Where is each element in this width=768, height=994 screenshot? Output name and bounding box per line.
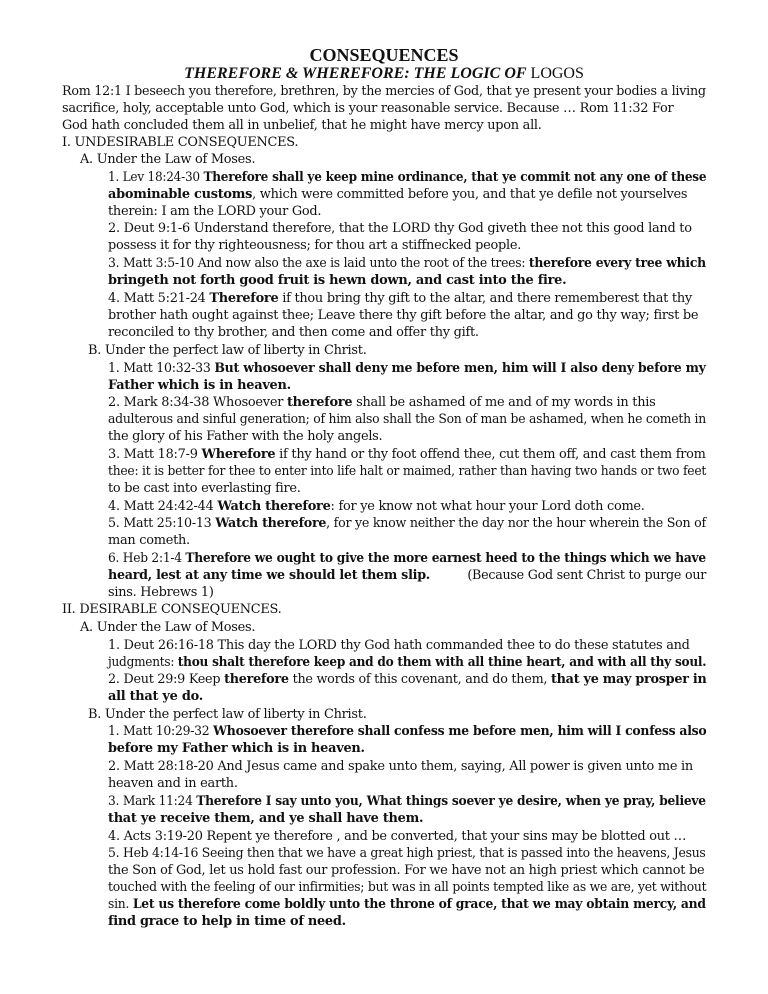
list-item-line: 5. Matt 25:10-13 Watch therefore, for ye know neither the day nor the hour wherein the Son of xyxy=(108,516,706,531)
list-item-line: judgments: thou shalt therefore keep and do them with all thine heart, and with all thy soul. xyxy=(108,655,707,670)
document-title: CONSEQUENCES xyxy=(309,45,459,65)
list-item-line: 4. Acts 3:19-20 Repent ye therefore , and be converted, that your sins may be blotted out … xyxy=(108,829,687,844)
subsection-heading: A. Under the Law of Moses. xyxy=(80,620,256,635)
list-item-line: 2. Deut 9:1-6 Understand therefore, that the LORD thy God giveth thee not this good land to xyxy=(108,221,692,236)
list-item-line: sins. Hebrews 1) xyxy=(108,585,214,600)
list-item-line: touched with the feeling of our infirmities; but was in all points tempted like as we are, yet without xyxy=(108,880,707,895)
list-item-line: 3. Matt 3:5-10 And now also the axe is laid unto the root of the trees: therefore every tree which xyxy=(108,256,706,271)
list-item-line: 6. Heb 2:1-4 Therefore we ought to give the more earnest heed to the things which we have xyxy=(108,551,706,566)
section-heading: I. UNDESIRABLE CONSEQUENCES. xyxy=(62,135,299,150)
list-item-line: thee: it is better for thee to enter into life halt or maimed, rather than having two hands or two feet xyxy=(108,464,707,479)
intro-line: Rom 12:1 I beseech you therefore, brethren, by the mercies of God, that ye present your bodies a living xyxy=(62,84,706,99)
list-item-line: 1. Deut 26:16-18 This day the LORD thy God hath commanded thee to do these statutes and xyxy=(108,638,690,653)
list-item-line: 4. Matt 24:42-44 Watch therefore: for ye know not what hour your Lord doth come. xyxy=(108,499,645,514)
list-item-line: bringeth not forth good fruit is hewn down, and cast into the fire. xyxy=(108,273,567,288)
list-item-line: man cometh. xyxy=(108,533,190,548)
section-heading: II. DESIRABLE CONSEQUENCES. xyxy=(62,602,282,617)
list-item-line: to be cast into everlasting fire. xyxy=(108,481,301,496)
list-item-line: before my Father which is in heaven. xyxy=(108,741,365,756)
list-item-line: 4. Matt 5:21-24 Therefore if thou bring thy gift to the altar, and there rememberest that thy xyxy=(108,291,692,306)
subsection-heading: B. Under the perfect law of liberty in Christ. xyxy=(88,343,367,358)
list-item-line: 5. Heb 4:14-16 Seeing then that we have a great high priest, that is passed into the heavens, Jesus xyxy=(108,846,706,861)
intro-line: sacrifice, holy, acceptable unto God, which is your reasonable service. Because … Rom 11:32 For xyxy=(62,101,674,116)
list-item-line: 3. Matt 18:7-9 Wherefore if thy hand or thy foot offend thee, cut them off, and cast them from xyxy=(108,447,706,462)
list-item-line: adulterous and sinful generation; of him also shall the Son of man be ashamed, when he cometh in xyxy=(108,412,707,427)
list-item-line: abominable customs, which were committed before you, and that ye defile not yourselves xyxy=(108,187,688,202)
list-item-line: find grace to help in time of need. xyxy=(108,914,346,929)
subsection-heading: B. Under the perfect law of liberty in Christ. xyxy=(88,707,367,722)
list-item-line: 3. Mark 11:24 Therefore I say unto you, What things soever ye desire, when ye pray, believe xyxy=(108,794,706,809)
list-item-line: all that ye do. xyxy=(108,689,203,704)
list-item-line: 2. Deut 29:9 Keep therefore the words of this covenant, and do them, that ye may prosper in xyxy=(108,672,707,687)
list-item-line: possess it for thy righteousness; for thou art a stiffnecked people. xyxy=(108,238,522,253)
subtitle-logos: LOGOS xyxy=(530,65,584,82)
subtitle-italic: THEREFORE & WHEREFORE: THE LOGIC OF xyxy=(184,65,527,82)
list-item-line: therein: I am the LORD your God. xyxy=(108,204,322,219)
document-subtitle xyxy=(0,65,768,83)
list-item-line: Father which is in heaven. xyxy=(108,378,291,393)
list-item-line: 1. Matt 10:32-33 But whosoever shall deny me before men, him will I also deny before my xyxy=(108,361,706,376)
list-item-line: heard, lest at any time we should let them slip. (Because God sent Christ to purge our xyxy=(108,568,707,583)
intro-line: God hath concluded them all in unbelief, that he might have mercy upon all. xyxy=(62,118,542,133)
list-item-line: the glory of his Father with the holy angels. xyxy=(108,429,383,444)
list-item-line: heaven and in earth. xyxy=(108,776,238,791)
list-item-line: brother hath ought against thee; Leave there thy gift before the altar, and go thy way; first be xyxy=(108,308,699,323)
list-item-line: 2. Matt 28:18-20 And Jesus came and spake unto them, saying, All power is given unto me in xyxy=(108,759,693,774)
list-item-line: 1. Lev 18:24-30 Therefore shall ye keep mine ordinance, that ye commit not any one of these xyxy=(108,170,707,185)
list-item-line: the Son of God, let us hold fast our profession. For we have not an high priest which cannot be xyxy=(108,863,705,878)
subsection-heading: A. Under the Law of Moses. xyxy=(80,152,256,167)
list-item-line: 2. Mark 8:34-38 Whosoever therefore shall be ashamed of me and of my words in this xyxy=(108,395,656,410)
list-item-line: sin. Let us therefore come boldly unto the throne of grace, that we may obtain mercy, and xyxy=(108,897,706,912)
list-item-line: reconciled to thy brother, and then come and offer thy gift. xyxy=(108,325,479,340)
list-item-line: 1. Matt 10:29-32 Whosoever therefore shall confess me before men, him will I confess also xyxy=(108,724,707,739)
list-item-line: that ye receive them, and ye shall have them. xyxy=(108,811,424,826)
